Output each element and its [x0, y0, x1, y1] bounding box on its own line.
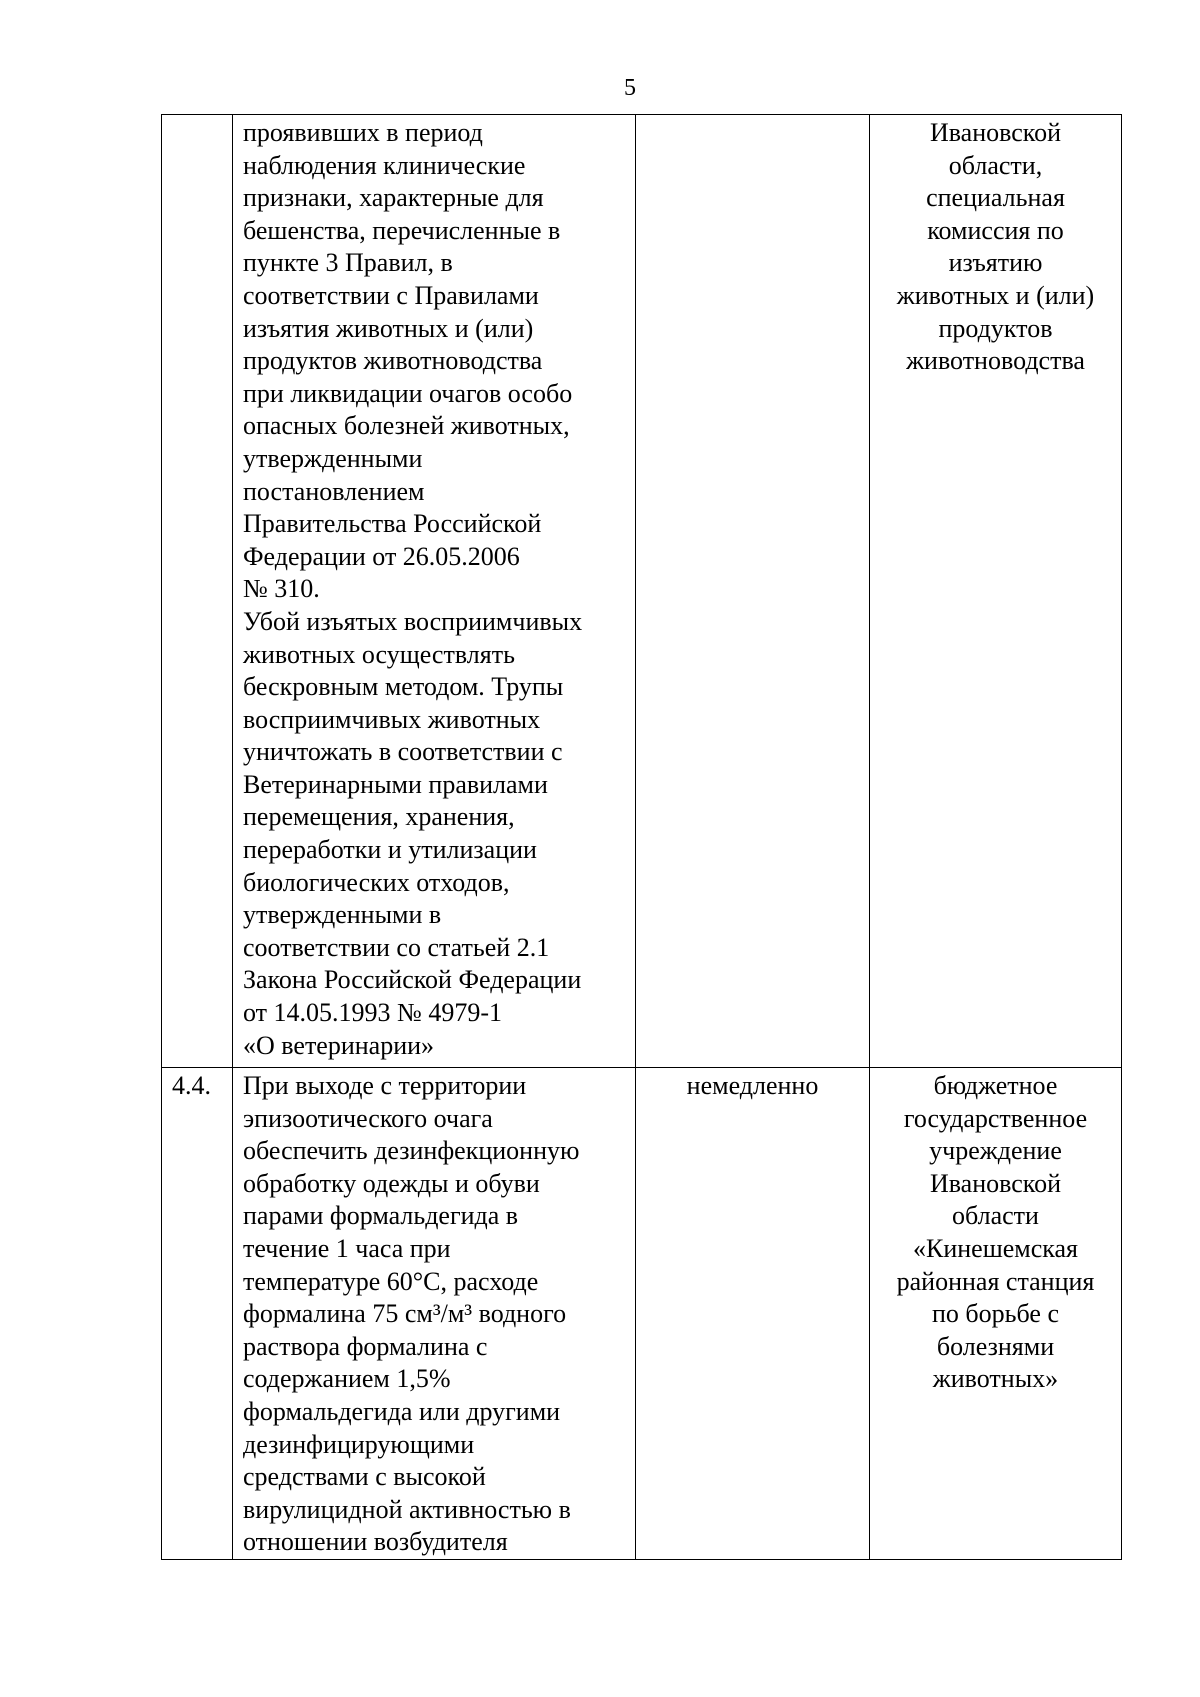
text-line: Правительства Российской [243, 509, 542, 539]
responsible-cell [870, 1068, 1122, 1560]
text-line: биологических отходов, [243, 867, 510, 897]
text-line: утвержденными [243, 443, 423, 473]
text-line: бюджетное [933, 1071, 1058, 1100]
text-line: «О ветеринарии» [243, 1030, 435, 1060]
table-row [162, 1068, 1122, 1560]
text-line: течение 1 часа при [243, 1233, 451, 1263]
text-line: Убой изъятых восприимчивых [243, 606, 583, 636]
text-line: животноводства [906, 346, 1085, 376]
text-line: области [952, 1201, 1039, 1231]
measure-text [243, 1070, 625, 1559]
text-line: Ивановской [929, 118, 1062, 147]
text-line: утвержденными в [243, 900, 442, 930]
text-line: соответствии с Правилами [243, 280, 539, 310]
text-line: опасных болезней животных, [243, 411, 570, 441]
text-line: при ликвидации очагов особо [243, 378, 573, 408]
text-line: животных осуществлять [243, 639, 515, 669]
text-line: формальдегида или другими [243, 1396, 561, 1426]
text-line: специальная [926, 183, 1065, 213]
text-line: по борьбе с [932, 1299, 1059, 1329]
responsible-text [880, 117, 1111, 378]
text-line: бескровным методом. Трупы [243, 672, 564, 702]
text-line: Ивановской [929, 1168, 1062, 1198]
text-line: бешенства, перечисленные в [243, 215, 561, 245]
text-line: Закона Российской Федерации [243, 965, 582, 995]
measure-cell [233, 115, 636, 1068]
text-line: «Кинешемская [912, 1233, 1078, 1263]
text-line: восприимчивых животных [243, 704, 541, 734]
text-line: учреждение [929, 1136, 1062, 1166]
text-line: При выходе с территории [243, 1071, 527, 1100]
text-line: постановлением [243, 476, 425, 506]
text-line: средствами с высокой [243, 1462, 486, 1492]
text-line: животных» [932, 1364, 1059, 1394]
text-line: Федерации от 26.05.2006 [243, 541, 520, 571]
text-line: температуре 60°С, расходе [243, 1266, 539, 1296]
text-line: эпизоотического очага [243, 1103, 493, 1133]
measure-cell [233, 1068, 636, 1560]
text-line: изъятию [948, 248, 1043, 278]
text-line: обеспечить дезинфекционную [243, 1136, 580, 1166]
page-number: 5 [624, 75, 636, 101]
text-line: соответствии со статьей 2.1 [243, 932, 550, 962]
text-line: обработку одежды и обуви [243, 1168, 540, 1198]
text-line: продуктов [938, 313, 1053, 343]
text-line: комиссия по [927, 215, 1064, 245]
text-line: продуктов животноводства [243, 346, 543, 376]
text-line: пункте 3 Правил, в [243, 248, 453, 278]
term-cell: немедленно [636, 1068, 870, 1560]
text-line: формалина 75 см³/м³ водного [243, 1299, 567, 1329]
measures-table [161, 114, 1122, 1560]
responsible-cell [870, 115, 1122, 1068]
measure-text [243, 117, 625, 1062]
item-number-cell [162, 115, 233, 1068]
text-line: государственное [903, 1103, 1088, 1133]
text-line: изъятия животных и (или) [243, 313, 534, 343]
text-line: дезинфицирующими [243, 1429, 475, 1459]
item-number-cell: 4.4. [162, 1068, 233, 1560]
text-line: от 14.05.1993 № 4979-1 [243, 998, 502, 1028]
text-line: парами формальдегида в [243, 1201, 519, 1231]
text-line: наблюдения клинические [243, 150, 526, 180]
text-line: проявивших в период [243, 118, 483, 147]
text-line: области, [948, 150, 1043, 180]
text-line: переработки и утилизации [243, 835, 537, 865]
text-line: вирулицидной активностью в [243, 1494, 571, 1524]
text-line: районная станция [896, 1266, 1095, 1296]
term-cell [636, 115, 870, 1068]
text-line: животных и (или) [896, 280, 1095, 310]
table-row [162, 115, 1122, 1068]
text-line: раствора формалина с [243, 1331, 488, 1361]
text-line: признаки, характерные для [243, 183, 544, 213]
text-line: перемещения, хранения, [243, 802, 515, 832]
text-line: болезнями [936, 1331, 1055, 1361]
responsible-text [880, 1070, 1111, 1396]
text-line: уничтожать в соответствии с [243, 737, 563, 767]
text-line: содержанием 1,5% [243, 1364, 451, 1394]
text-line: Ветеринарными правилами [243, 769, 548, 799]
text-line: № 310. [243, 574, 320, 604]
text-line: отношении возбудителя [243, 1527, 508, 1557]
